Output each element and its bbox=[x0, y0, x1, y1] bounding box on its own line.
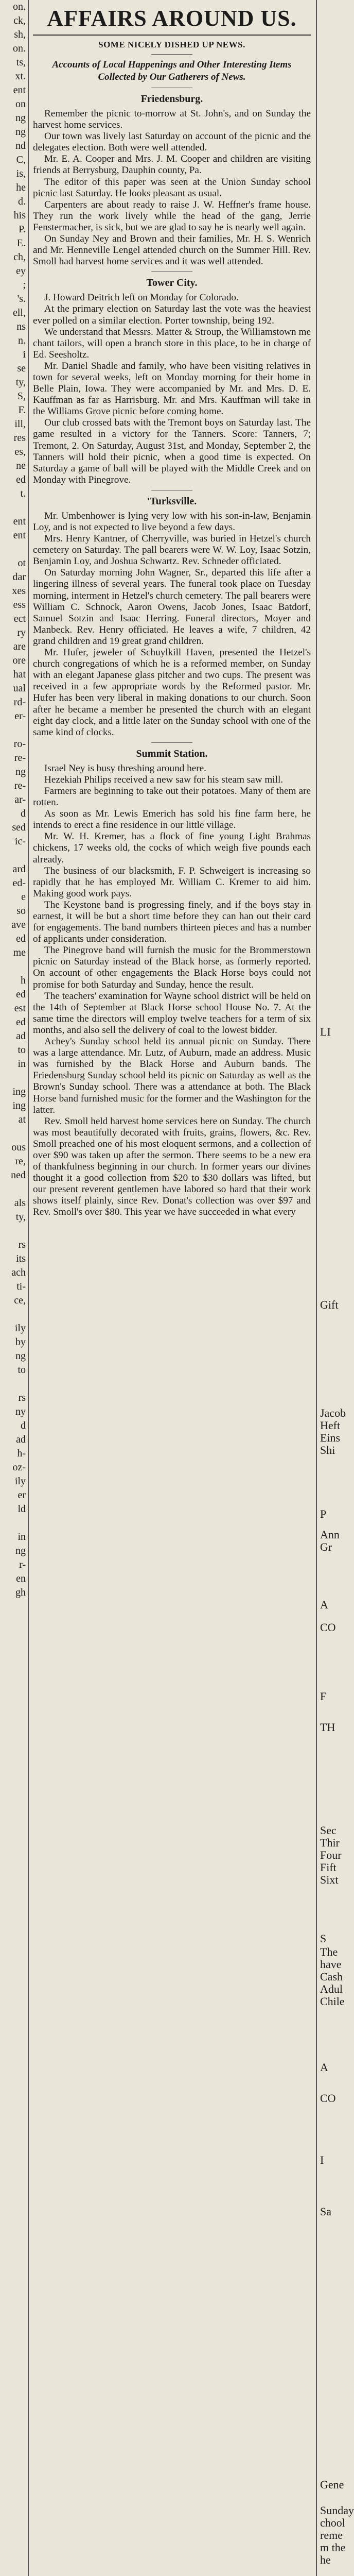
subhead: SOME NICELY DISHED UP NEWS. bbox=[98, 40, 245, 49]
left-fragment: is, bbox=[16, 168, 26, 179]
left-fragment: es, bbox=[14, 446, 26, 457]
news-item: Farmers are beginning to take out their potatoes. Many of them are rotten. bbox=[33, 785, 311, 808]
left-fragment: t. bbox=[20, 488, 26, 499]
section-heading: 'Turksville. bbox=[147, 495, 197, 507]
left-fragment: xt. bbox=[15, 71, 26, 82]
sections-container bbox=[33, 93, 311, 1218]
right-fragment: I bbox=[320, 2154, 324, 2166]
left-fragment: ual bbox=[13, 683, 26, 694]
news-item: Hezekiah Philips received a new saw for his steam saw mill. bbox=[44, 774, 284, 785]
left-fragment: dar bbox=[12, 571, 26, 583]
left-fragment: ; bbox=[23, 279, 26, 291]
left-fragment: ed bbox=[16, 474, 26, 485]
news-item: Carpenters are about ready to raise J. W. Heffner's frame house. They run the work lively while the head of the gang, Jerrie Fenstermacher, is sick, but we are glad to say he is nearly well again. bbox=[33, 199, 311, 233]
right-fragment: Heft bbox=[320, 1419, 341, 1432]
left-fragment: ng bbox=[15, 1545, 26, 1556]
left-fragment: ing bbox=[12, 1086, 26, 1097]
news-item: Rev. Smoll held harvest home services here on Sunday. The church was most beautifully decorated with fruits, grains, flowers, &c. Rev. Smoll preached one of his most eloquent sermons, and a collection of over $90 was taken up after the sermon. There seems to be a new era of thankfulness beginning in our church. In former years our divines thought it a good collection from $20 to $30 dollars was lifted, but our present reverent gentlemen have labored so hard that their work shows itself plainly, since Rev. Donat's collection was over $97 and Rev. Smoll's over $80. This year we have succeeded in what every bbox=[33, 1115, 311, 1218]
left-fragment: d bbox=[21, 808, 26, 819]
right-adjacent-column-fragments bbox=[316, 0, 354, 2576]
left-fragment: ic- bbox=[14, 836, 26, 847]
left-fragment: P. bbox=[19, 224, 26, 235]
left-adjacent-column-fragments bbox=[0, 0, 29, 2576]
news-item: Mr. E. A. Cooper and Mrs. J. M. Cooper and children are visiting friends at Berrysburg, Dauphin county, Pa. bbox=[33, 154, 311, 176]
left-fragment: als bbox=[14, 1197, 26, 1209]
left-fragment: at bbox=[18, 1114, 26, 1125]
left-fragment: C, bbox=[16, 154, 26, 165]
left-fragment: ard bbox=[12, 863, 26, 875]
left-fragment: ch, bbox=[13, 251, 26, 263]
news-item: The business of our blacksmith, F. P. Schweigert is increasing so rapidly that he has employed Mr. William C. Kremer to aid him. Making good work pays. bbox=[33, 865, 311, 899]
left-fragment bbox=[0, 543, 28, 556]
right-fragment: Sunday bbox=[320, 2504, 354, 2517]
left-fragment: nd bbox=[15, 140, 26, 151]
left-fragment: ed- bbox=[12, 877, 26, 889]
left-fragment: ad bbox=[16, 1434, 26, 1445]
right-fragment: Chile bbox=[320, 1995, 345, 2008]
left-fragment: ent bbox=[13, 530, 26, 541]
left-fragment bbox=[0, 1224, 28, 1238]
news-item: Achey's Sunday school held its annual picnic on Sunday. There was a large attendance. Mr. Lutz, of Auburn, made an address. Music was furnished by the Black Horse and Auburn bands. The Friedensburg Sunday school held its picnic on Saturday as well as the Brown's Sunday school. There was a attendance at both. The Black Horse band furnished music for the former and the Washington for the latter. bbox=[33, 1036, 311, 1115]
left-fragment: ent bbox=[13, 84, 26, 96]
right-fragment: m the bbox=[320, 2541, 346, 2554]
divider bbox=[151, 54, 192, 55]
left-fragment: ave bbox=[11, 919, 26, 930]
news-item: On Saturday morning John Wagner, Sr., departed this life after a lingering illness of several years. The funeral took place on Tuesday morning, interment in Hetzel's church cemetery. The pall bearers were William C. Schnock, Aaron Owens, Jacob Jones, Isaac Batdorf, Samuel Sotzin and Isaac Herring. Funeral directors, Moyer and Manbeck. Rev. Henry officiated. He leaves a wife, 7 children, 42 grand children and 19 great grand children. bbox=[33, 567, 311, 647]
right-fragment: Thir bbox=[320, 1836, 340, 1849]
right-fragment: A bbox=[320, 1598, 328, 1611]
left-fragment: ad bbox=[16, 1030, 26, 1042]
left-fragment: ily bbox=[14, 1323, 26, 1334]
right-fragment: Cash bbox=[320, 1970, 343, 1983]
left-fragment: ed bbox=[16, 1016, 26, 1028]
news-item: Mr. W. H. Kremer, has a flock of fine young Light Brahmas chickens, 17 weeks old, the cocks of which weigh five pounds each already. bbox=[33, 831, 311, 865]
left-fragment: ld bbox=[17, 1503, 26, 1515]
left-fragment: ill, bbox=[14, 418, 26, 430]
left-fragment: ach bbox=[11, 1267, 26, 1278]
left-fragment: gh bbox=[15, 1587, 26, 1598]
left-fragment: in bbox=[17, 1058, 26, 1070]
left-fragment: ot bbox=[17, 557, 26, 569]
right-fragment: A bbox=[320, 2061, 328, 2074]
left-fragment: ck, bbox=[13, 15, 26, 26]
left-fragment: ent bbox=[13, 516, 26, 527]
left-fragment: are bbox=[13, 641, 26, 652]
news-item: Israel Ney is busy threshing around here. bbox=[44, 762, 206, 774]
news-item: Our club crossed bats with the Tremont boys on Saturday last. The game resulted in a victory for the Tanners. Score: Tanners, 7; Tremont, 2. On Saturday, August 31st, and Monday, September 2, the Tanners will hold their picnic, when a good time is expected. On Saturday a game of ball will be played with the Middle Creek and on Monday with Pinegrove. bbox=[33, 417, 311, 485]
left-fragment: ry bbox=[17, 627, 26, 638]
left-fragment: ty, bbox=[15, 1211, 26, 1223]
left-fragment: E. bbox=[16, 238, 26, 249]
left-fragment: ed bbox=[16, 989, 26, 1000]
right-fragment: reme bbox=[320, 2529, 343, 2541]
right-fragment: Eins bbox=[320, 1431, 341, 1444]
left-fragment bbox=[0, 849, 28, 862]
left-fragment: d. bbox=[18, 196, 26, 207]
left-fragment: ng bbox=[15, 112, 26, 124]
left-fragment: rs bbox=[18, 1392, 26, 1403]
left-fragment: er bbox=[17, 1489, 26, 1501]
left-fragment: er- bbox=[14, 710, 26, 722]
left-fragment: ny bbox=[15, 1406, 26, 1417]
right-fragment: Fift bbox=[320, 1861, 337, 1874]
left-fragment: se bbox=[17, 363, 26, 374]
news-item: At the primary election on Saturday last the vote was the heaviest ever polled on a similar election. Porter township, being 192. bbox=[33, 303, 311, 326]
left-fragment bbox=[0, 960, 28, 974]
left-fragment: re, bbox=[15, 1156, 26, 1167]
news-item: The teachers' examination for Wayne school district will be held on the 14th of September at Black Horse school House No. 7. At the same time the directors will employ twelve teachers for a term of six months, and also sell the delivery of coal to the lowest bidder. bbox=[33, 990, 311, 1036]
right-fragment: TH bbox=[320, 1721, 335, 1734]
left-fragment: on bbox=[15, 98, 26, 110]
left-fragment: ns bbox=[16, 321, 26, 332]
left-fragment: re- bbox=[14, 752, 26, 764]
news-item: Mr. Hufer, jeweler of Schuylkill Haven, presented the Hetzel's church congregations of which he is a reformed member, on Sunday with an elegant Japanese glass pitcher and two cups. The present was received in a few appropriate words by the Reformed pastor. Mr. Hufer has been very liberal in making donations to our church. Soon after he became a member he presented the church with an elegant eight day clock, and a little later on the Sunday school with one of the same kind of clocks. bbox=[33, 647, 311, 738]
left-fragment bbox=[0, 1377, 28, 1391]
left-fragment: e bbox=[21, 891, 26, 903]
left-fragment: h bbox=[21, 975, 26, 986]
right-fragment: Adul bbox=[320, 1982, 343, 1995]
left-fragment: oz- bbox=[12, 1462, 26, 1473]
right-fragment: Sixt bbox=[320, 1873, 339, 1886]
left-fragment: S, bbox=[17, 391, 26, 402]
left-fragment: to bbox=[17, 1364, 26, 1376]
left-fragment bbox=[0, 501, 28, 515]
left-fragment: ned bbox=[11, 1170, 26, 1181]
right-fragment: P bbox=[320, 1507, 327, 1520]
right-fragment: LI bbox=[320, 1025, 331, 1038]
left-fragment: ts, bbox=[16, 57, 26, 68]
left-fragment: to bbox=[17, 1044, 26, 1056]
news-item: Mr. Daniel Shadle and family, who have been visiting relatives in town for several weeks, left on Monday morning for their home in Belle Plain, Iowa. They were accompanied by Mr. and Mrs. D. E. Kauffman as far as Harrisburg. Mr. and Mrs. Kauffman will take in the Williams Grove picnic before coming home. bbox=[33, 360, 311, 417]
left-fragment: re- bbox=[14, 780, 26, 791]
section-heading: Friedensburg. bbox=[140, 93, 203, 105]
left-fragment: ar- bbox=[14, 794, 26, 805]
left-fragment: d bbox=[21, 1420, 26, 1431]
left-fragment: ous bbox=[11, 1142, 26, 1153]
left-fragment bbox=[0, 1071, 28, 1085]
left-fragment: ess bbox=[13, 599, 26, 611]
article-column bbox=[33, 5, 311, 1218]
left-fragment: en bbox=[16, 1573, 26, 1584]
left-fragment: rd- bbox=[13, 697, 26, 708]
news-item: The Pinegrove band will furnish the music for the Brommerstown picnic on Saturday instead of the Black horse, as formerly reported. On account of other engagements the Black Horse boys could not promise for both Saturday and Sunday, hence the result. bbox=[33, 945, 311, 990]
right-fragment: S bbox=[320, 1932, 327, 1945]
news-item: The editor of this paper was seen at the Union Sunday school picnic last Saturday. He looks pleasant as usual. bbox=[33, 176, 311, 199]
deck: Accounts of Local Happenings and Other Interesting Items Collected by Our Gatherers of News. bbox=[52, 59, 292, 82]
left-fragment bbox=[0, 723, 28, 737]
left-fragment: he bbox=[16, 182, 26, 193]
left-fragment: ti- bbox=[16, 1281, 26, 1292]
right-fragment: Gene bbox=[320, 2478, 344, 2491]
left-fragment: F. bbox=[18, 404, 26, 416]
left-fragment: its bbox=[16, 1253, 26, 1264]
left-fragment: ng bbox=[15, 126, 26, 138]
left-fragment: ty, bbox=[15, 377, 26, 388]
left-fragment: ng bbox=[15, 1350, 26, 1362]
right-fragment: Four bbox=[320, 1849, 342, 1861]
news-item: We understand that Messrs. Matter & Stroup, the Williamstown me chant tailors, will open a branch store in this place, to be in charge of Ed. Seesholtz. bbox=[33, 326, 311, 360]
right-fragment: Gift bbox=[320, 1298, 339, 1311]
right-fragment: Gr bbox=[320, 1540, 332, 1553]
right-fragment: The bbox=[320, 1945, 338, 1958]
left-fragment: 's. bbox=[17, 293, 26, 304]
left-fragment: est bbox=[14, 1003, 26, 1014]
left-fragment: his bbox=[13, 210, 26, 221]
news-item: The Keystone band is progressing finely, and if the boys stay in earnest, it will be but a short time before they can han out their card for engagements. The band numbers thirteen pieces and has a number of applicants under consideration. bbox=[33, 899, 311, 945]
left-fragment: ing bbox=[12, 1100, 26, 1111]
left-fragment: ne bbox=[16, 460, 26, 471]
right-fragment: have bbox=[320, 1958, 342, 1971]
right-fragment: Sec bbox=[320, 1824, 337, 1837]
left-fragment: ore bbox=[12, 655, 26, 666]
left-fragment: so bbox=[16, 905, 26, 917]
news-item: As soon as Mr. Lewis Emerich has sold his fine farm here, he intends to erect a fine residence in our little village. bbox=[33, 808, 311, 831]
left-fragment: h- bbox=[17, 1448, 26, 1459]
left-fragment: sh, bbox=[14, 29, 26, 40]
right-fragment: CO bbox=[320, 2092, 336, 2105]
masthead-rule bbox=[33, 35, 311, 36]
left-fragment bbox=[0, 1308, 28, 1321]
right-fragment: he bbox=[320, 2553, 331, 2566]
right-fragment: CO bbox=[320, 1621, 336, 1634]
section-divider bbox=[151, 742, 192, 743]
left-fragment: ell, bbox=[13, 307, 26, 318]
left-fragment: me bbox=[13, 947, 26, 958]
left-fragment: xes bbox=[12, 585, 26, 597]
left-fragment: on. bbox=[13, 43, 26, 54]
left-fragment: i bbox=[23, 349, 26, 360]
left-fragment: r- bbox=[19, 1559, 26, 1570]
left-fragment: hat bbox=[13, 669, 26, 680]
left-fragment: in bbox=[17, 1531, 26, 1543]
section-heading: Tower City. bbox=[146, 277, 198, 289]
left-fragment: n. bbox=[18, 335, 26, 346]
left-fragment: ro- bbox=[13, 738, 26, 750]
section-heading: Summit Station. bbox=[136, 748, 208, 759]
right-fragment: Sa bbox=[320, 2205, 331, 2218]
left-fragment: ng bbox=[15, 766, 26, 777]
news-item: Remember the picnic to-morrow at St. John's, and on Sunday the harvest home services. bbox=[33, 108, 311, 131]
left-fragment: by bbox=[15, 1336, 26, 1348]
left-fragment bbox=[0, 1516, 28, 1530]
news-item: Our town was lively last Saturday on account of the picnic and the delegates election. Both were well attended. bbox=[33, 131, 311, 154]
left-fragment: on. bbox=[13, 1, 26, 12]
right-fragment: Jacob bbox=[320, 1406, 346, 1419]
left-fragment: ect bbox=[13, 613, 26, 624]
left-fragment: res bbox=[13, 432, 26, 444]
right-fragment: chool bbox=[320, 2516, 345, 2529]
news-item: Mrs. Henry Kantner, of Cherryville, was buried in Hetzel's church cemetery on Saturday. The pall bearers were W. W. Loy, Isaac Sotzin, Benjamin Loy, and Joshua Schwartz. Rev. Schneder officiated. bbox=[33, 533, 311, 567]
right-fragment: Ann bbox=[320, 1528, 340, 1541]
left-fragment: ily bbox=[14, 1476, 26, 1487]
news-item: J. Howard Deitrich left on Monday for Colorado. bbox=[44, 292, 239, 303]
left-fragment bbox=[0, 1127, 28, 1141]
right-fragment: Shi bbox=[320, 1444, 335, 1456]
left-fragment: rs bbox=[18, 1239, 26, 1250]
right-fragment: F bbox=[320, 1690, 327, 1703]
left-fragment: sed bbox=[12, 822, 26, 833]
left-fragment: ey bbox=[16, 265, 26, 277]
news-item: On Sunday Ney and Brown and their families, Mr. H. S. Wenrich and Mr. Henneville Lengel attended church on the Summer Hill. Rev. Smoll had harvest home services and it was well attended. bbox=[33, 233, 311, 267]
left-fragment: ce, bbox=[14, 1295, 26, 1306]
masthead: AFFAIRS AROUND US. bbox=[47, 6, 297, 31]
news-item: Mr. Umbenhower is lying very low with his son-in-law, Benjamin Loy, and is not expected to live beyond a few days. bbox=[33, 510, 311, 533]
left-fragment: ed bbox=[16, 933, 26, 944]
left-fragment bbox=[0, 1182, 28, 1196]
